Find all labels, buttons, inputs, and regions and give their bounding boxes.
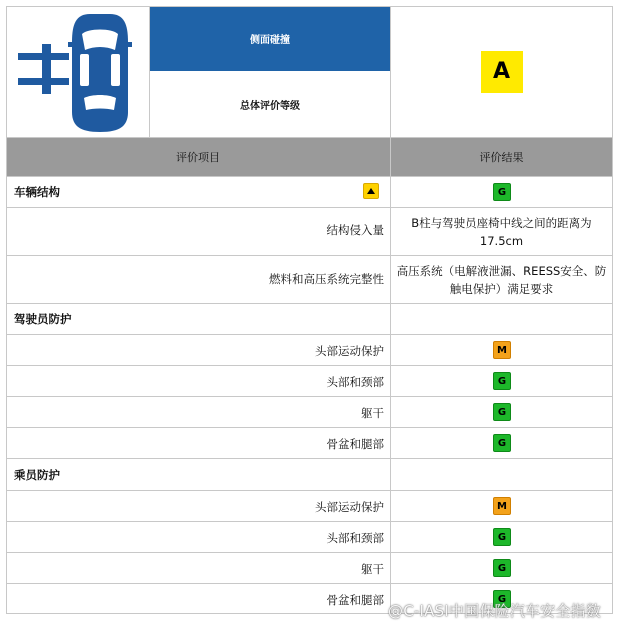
- row-label-driver-head-neck: 头部和颈部: [326, 375, 384, 389]
- row-label-passenger-head-motion: 头部运动保护: [315, 500, 384, 514]
- rating-badge-driver-head-motion: M: [493, 341, 511, 359]
- overall-rating-label: 总体评价等级: [240, 100, 300, 112]
- overall-rating-label-cell: [150, 71, 390, 137]
- row-label-passenger-head-neck: 头部和颈部: [326, 531, 384, 545]
- rating-badge-driver-pelvis-legs: G: [493, 434, 511, 452]
- row-divider: [6, 490, 613, 491]
- row-label-driver-head-motion: 头部运动保护: [315, 344, 384, 358]
- column-header-result: [390, 138, 613, 176]
- row-label-structural-intrusion: 结构侵入量: [326, 223, 384, 237]
- rating-badge-passenger-torso: G: [493, 559, 511, 577]
- header-divider-left: [149, 6, 150, 138]
- section-title-passenger-protection: 乘员防护: [14, 467, 60, 482]
- rating-badge-driver-torso: G: [493, 403, 511, 421]
- rating-badge-passenger-pelvis-legs: G: [493, 590, 511, 608]
- row-divider: [6, 334, 613, 335]
- table-border-top: [6, 6, 613, 7]
- row-label-fuel-hv-integrity: 燃料和高压系统完整性: [269, 272, 384, 286]
- row-label-passenger-torso: 躯干: [361, 562, 384, 576]
- column-header-item: [6, 138, 390, 176]
- overall-grade-badge: A: [481, 51, 523, 93]
- rating-badge-passenger-head-neck: G: [493, 528, 511, 546]
- row-divider: [6, 365, 613, 366]
- row-divider: [6, 255, 613, 256]
- row-divider: [6, 303, 613, 304]
- test-title-banner: [150, 6, 390, 71]
- row-divider: [6, 396, 613, 397]
- header-illustration: [6, 6, 150, 137]
- rating-badge-passenger-head-motion: M: [493, 497, 511, 515]
- overall-grade-cell: [390, 6, 613, 137]
- row-divider: [6, 427, 613, 428]
- row-divider: [6, 458, 613, 459]
- header-divider-middle: [390, 6, 391, 614]
- result-text-structural-intrusion: B柱与驾驶员座椅中线之间的距离为 17.5cm: [411, 216, 592, 248]
- result-text-fuel-hv-integrity: 高压系统（电解液泄漏、REESS安全、防 触电保护）满足要求: [396, 264, 607, 296]
- side-impact-car-icon: [6, 6, 150, 137]
- watermark-text: @C-IASI中国保险汽车安全指数: [388, 602, 601, 620]
- table-border-right: [612, 6, 613, 614]
- row-label-driver-pelvis-legs: 骨盆和腿部: [326, 437, 384, 451]
- caret-up-icon: [363, 183, 379, 199]
- row-label-passenger-pelvis-legs: 骨盆和腿部: [326, 593, 384, 607]
- test-title: 侧面碰撞: [250, 35, 290, 46]
- row-divider: [6, 583, 613, 584]
- section-title-vehicle-structure: 车辆结构: [14, 184, 60, 199]
- row-label-driver-torso: 躯干: [361, 406, 384, 420]
- row-divider: [6, 552, 613, 553]
- row-divider: [6, 207, 613, 208]
- row-divider: [6, 521, 613, 522]
- column-header-result-text: 评价结果: [479, 151, 524, 164]
- header-bottom: [6, 137, 613, 138]
- row-divider: [6, 176, 613, 177]
- rating-badge-vehicle-structure: G: [493, 183, 511, 201]
- rating-badge-driver-head-neck: G: [493, 372, 511, 390]
- section-title-driver-protection: 驾驶员防护: [14, 311, 72, 326]
- column-header-item-text: 评价项目: [176, 151, 220, 164]
- table-border-left: [6, 6, 7, 614]
